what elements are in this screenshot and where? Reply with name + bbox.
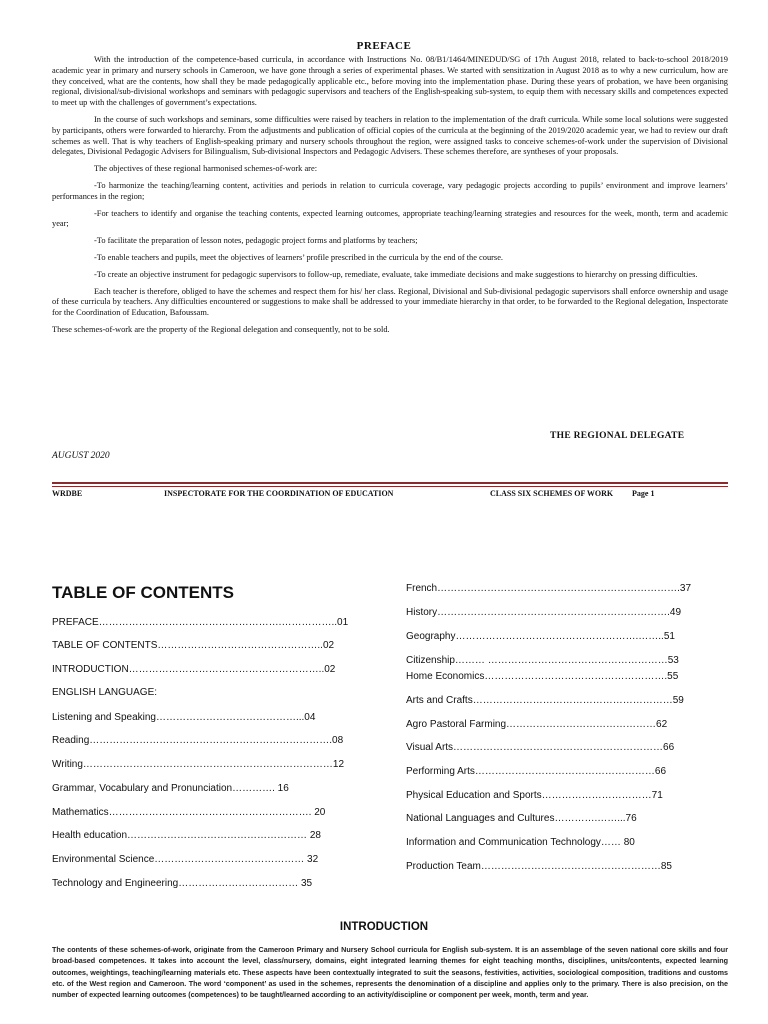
- toc-entry: PREFACE……………………………………………….……………..01: [52, 617, 349, 628]
- toc-entry: Arts and Crafts……………………………………………………59: [406, 695, 684, 706]
- footer-page-number: Page 1: [632, 489, 655, 498]
- preface-title: PREFACE: [356, 40, 412, 52]
- preface-body: [52, 55, 728, 342]
- footer-divider: [52, 486, 728, 487]
- toc-entry: Information and Communication Technology…… 80: [406, 837, 635, 848]
- toc-entry: Health education……………………………………………… 28: [52, 830, 321, 841]
- toc-entry: Geography……………………………………………….……..51: [406, 631, 675, 642]
- toc-entry: Citizenship……… ………………………………………………53: [406, 655, 679, 666]
- objective-item: -To harmonize the teaching/learning content, activities and periods in relation to curricula coverage, vary pedagogic projects according to pupils’ environment and improve learners’ performances in the region;: [52, 180, 728, 201]
- objective-item: -To enable teachers and pupils, meet the objectives of learners’ profile prescribed in the curricula by the end of the course.: [94, 252, 503, 262]
- toc-entry: Agro Pastoral Farming………………………………………62: [406, 719, 668, 730]
- preface-paragraph: Each teacher is therefore, obliged to have the schemes and respect them for his/ her class. Regional, Divisional and Sub-divisional pedagogic supervisors shall enforce ownership and usage of these curricula by teachers. Any difficulties encountered or suggestions to make shall be addressed to your immediate hierarchy in that order, to be forwarded to the Regional delegation, Inspectorate for the Coordination of Education, Bafoussam.: [52, 286, 728, 318]
- objectives-intro: The objectives of these regional harmonised schemes-of-work are:: [94, 164, 318, 174]
- toc-entry: TABLE OF CONTENTS…………………………………………..02: [52, 640, 335, 651]
- footer-document-title: CLASS SIX SCHEMES OF WORK: [490, 489, 614, 498]
- preface-paragraph: In the course of such workshops and seminars, some difficulties were raised by teachers in relation to the implementation of the draft curricula. While some local solutions were suggested by participants, others were forwarded to hierarchy. From the adjustments and publication of official copies of the curricula at the beginning of the 2019/2020 academic year, we had to review our draft schemes as well. That is why teachers of English-speaking primary and nursery schools throughout the region, were assigned tasks to conceive schemes-of-work under the supervision of Divisional delegates, Divisional Pedagogic Advisers for Bilingualism, Sub-divisional Inspectors and Pedagogic Advisers. These schemes therefore, are syntheses of your proposals.: [52, 114, 728, 157]
- toc-section-heading: ENGLISH LANGUAGE:: [52, 687, 158, 698]
- toc-entry: Listening and Speaking……………………………………...04: [52, 712, 316, 723]
- toc-entry: Reading……………………………………………………………….08: [52, 735, 344, 746]
- toc-entry: Technology and Engineering……………………………… 35: [52, 878, 313, 889]
- objective-item: -To create an objective instrument for pedagogic supervisors to follow-up, remediate, evaluate, take immediate decisions and make suggestions to hierarchy on pressing difficulties.: [94, 269, 698, 279]
- footer-inspectorate: INSPECTORATE FOR THE COORDINATION OF EDUCATION: [164, 489, 394, 498]
- toc-entry: French……………………………………………………………….37: [406, 583, 692, 594]
- footer-org: WRDBE: [52, 489, 83, 498]
- toc-entry: Mathematics……………………………………………………. 20: [52, 807, 326, 818]
- toc-entry: Home Economics……………………………………………….55: [406, 671, 679, 682]
- toc-entry: Environmental Science……………………………………… 32: [52, 854, 319, 865]
- toc-entry: Production Team………………………………………………85: [406, 861, 672, 872]
- preface-paragraph: With the introduction of the competence-based curricula, in accordance with Instructions No. 08/B1/1464/MINEDUD/SG of 17th August 2018, related to back-to-school 2018/2019 academic year in primary and nursery schools in Cameroon, we have gone through a series of experimental phases. We started with sensitization in August 2018 as to why a new curriculum, how are they conceived, what are the contents, how shall they be made pedagogically applicable etc., before moving into the implementation phase. During these years of probation, we have been organising regional, divisional/sub-divisional workshops and seminars with pedagogic supervisors and teachers of the English-speaking sub-system, to equip them with necessary skills and competences expected to meet up with the challenges of government’s expectations.: [52, 55, 728, 108]
- signature: THE REGIONAL DELEGATE: [550, 431, 685, 441]
- toc-entry: Writing…………………………………………………………………12: [52, 759, 345, 770]
- footer-divider: [52, 482, 728, 484]
- objective-item: -For teachers to identify and organise the teaching contents, expected learning outcomes, appropriate teaching/learning strategies and resources for the week, month, term and academic year;: [52, 208, 728, 229]
- toc-entry: History…………………………………………………………….49: [406, 607, 682, 618]
- date: AUGUST 2020: [52, 451, 110, 461]
- objective-item: -To facilitate the preparation of lesson notes, pedagogic project forms and platforms by teachers;: [94, 236, 418, 246]
- toc-entry: Grammar, Vocabulary and Pronunciation…………. 16: [52, 783, 289, 794]
- toc-entry: Visual Arts………………………………………………………66: [406, 742, 675, 753]
- toc-title: TABLE OF CONTENTS: [52, 583, 234, 602]
- toc-entry: National Languages and Cultures………….……...76: [406, 813, 637, 824]
- introduction-title: INTRODUCTION: [339, 921, 429, 933]
- toc-entry: Physical Education and Sports……………………………71: [406, 790, 663, 801]
- toc-entry: Performing Arts………………………………………………66: [406, 766, 667, 777]
- introduction-body: The contents of these schemes-of-work, originate from the Cameroon Primary and Nursery School curricula for English sub-system. It is an assemblage of the seven national core skills and four broad-based competences. It takes into account the level, class/nursery, domains, eight integrated learning themes for eight teaching months, disciplines, units/contents, expected learning outcomes, weightings, teaching/learning materials etc. These aspects have been contextually integrated to suit the seasons, festivities, activities, sociological composition, traditions and customs etc. of the West region and Cameroon. The word ‘component’ as used in the schemes, represents the denomination of a discipline and applies only to the primary. There is also precision, on the number of expected learning outcomes (competences) to be taught/learned according to an activity/discipline or component per week, month, term and year.: [52, 945, 728, 1000]
- preface-paragraph: These schemes-of-work are the property of the Regional delegation and consequently, not to be sold.: [52, 324, 390, 334]
- toc-entry: INTRODUCTION…………………………………………………..02: [52, 664, 336, 675]
